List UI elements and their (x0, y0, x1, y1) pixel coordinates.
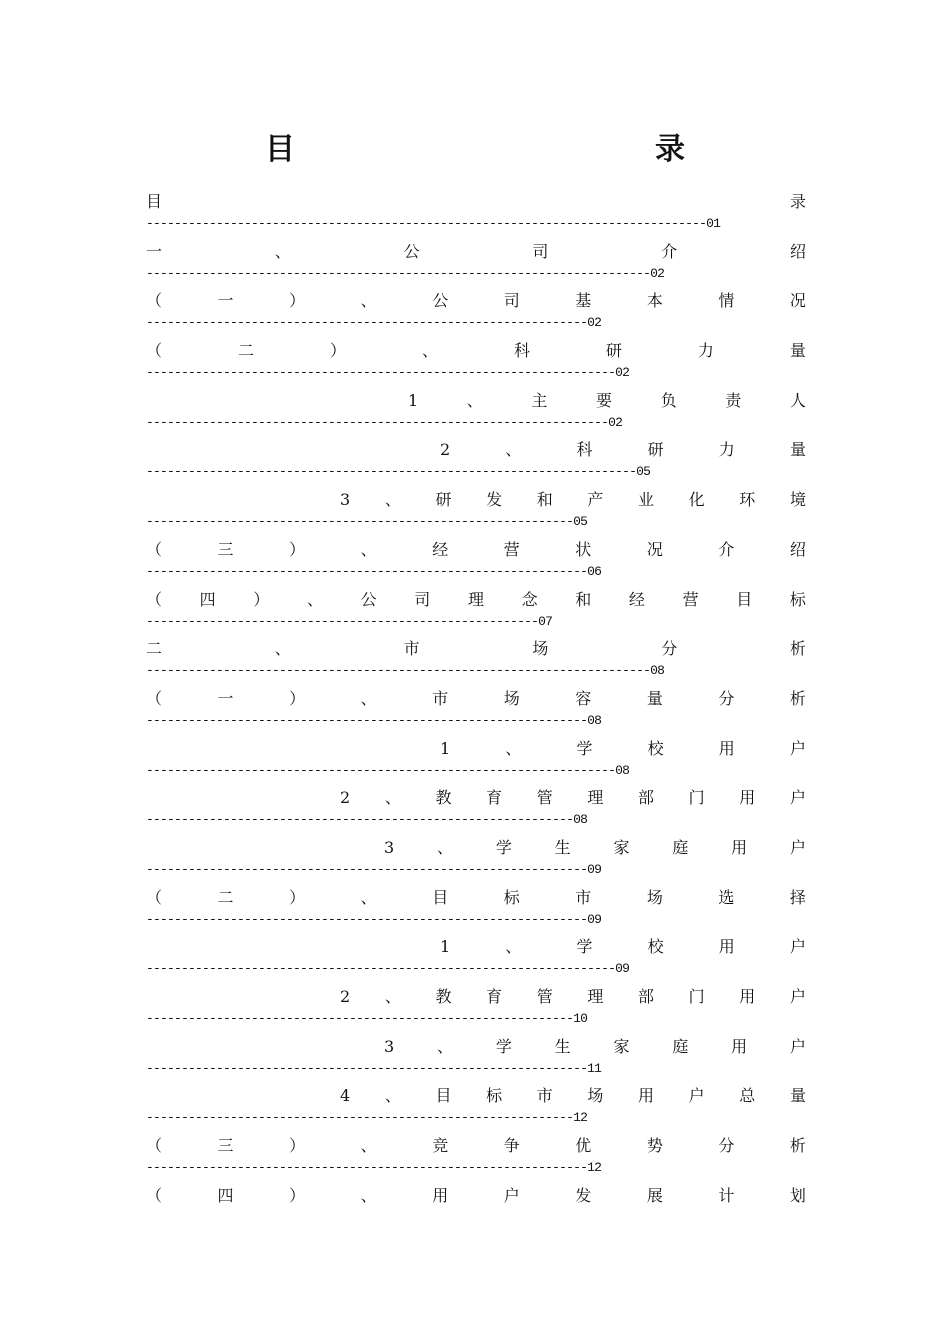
toc-entry-leader (146, 662, 806, 684)
toc-entry-text: 1 、 学 校 用 户 (440, 738, 806, 758)
toc-page-number: 09 (587, 861, 602, 877)
toc-entry-text: 二 、 市 场 分 析 (146, 639, 806, 659)
toc-entry[interactable] (146, 436, 806, 486)
toc-entry-leader (146, 1010, 806, 1032)
toc-entry-text: （ 三 ） 、 竞 争 优 势 分 析 (146, 1136, 806, 1156)
toc-entry-text: 目 录 (146, 192, 806, 211)
toc-page-number: 06 (587, 563, 602, 579)
toc-entry[interactable] (146, 1182, 806, 1232)
leader-dashes: ------------------------------------------------------------- (146, 1011, 574, 1026)
toc-entry[interactable] (146, 735, 806, 785)
toc-entry-leader (146, 1109, 806, 1131)
toc-entry-text: （ 一 ） 、 市 场 容 量 分 析 (146, 688, 806, 708)
leader-dashes: ------------------------------------------------------------------------ (146, 265, 651, 281)
toc-entry[interactable] (146, 188, 806, 238)
toc-entry[interactable] (146, 337, 806, 387)
toc-entry-leader (146, 712, 806, 734)
toc-entry-leader (146, 762, 806, 784)
toc-entry-text: （ 四 ） 、 用 户 发 展 计 划 (146, 1185, 806, 1205)
toc-page-number: 02 (650, 265, 665, 281)
leader-dashes: ---------------------------------------------------------------------- (146, 464, 637, 480)
table-of-contents (146, 188, 806, 1231)
leader-dashes: -------------------------------------------------------------------------------- (146, 216, 707, 231)
toc-entry-leader (146, 364, 806, 386)
toc-entry-leader (146, 513, 806, 535)
toc-entry[interactable] (146, 834, 806, 884)
toc-entry[interactable] (146, 1132, 806, 1182)
leader-dashes: --------------------------------------------------------------- (146, 911, 588, 927)
toc-entry-leader (146, 1060, 806, 1082)
toc-entry[interactable] (146, 287, 806, 337)
toc-page-number: 09 (615, 961, 630, 977)
toc-entry-text: 3 、 研 发 和 产 业 化 环 境 (340, 490, 806, 510)
toc-page-number: 12 (573, 1110, 588, 1126)
toc-page-number: 07 (538, 613, 553, 629)
toc-entry[interactable] (146, 486, 806, 536)
leader-dashes: ------------------------------------------------------------------ (146, 414, 609, 430)
toc-entry-leader (146, 414, 806, 436)
toc-entry-text: 1 、 学 校 用 户 (440, 937, 806, 957)
toc-entry-text: 1 、 主 要 负 责 人 (408, 390, 806, 410)
toc-page-number: 08 (650, 663, 665, 679)
toc-entry-text: 2 、 科 研 力 量 (440, 440, 806, 460)
leader-dashes: ------------------------------------------------------------- (146, 514, 574, 530)
toc-entry-text: 4 、 目 标 市 场 用 户 总 量 (340, 1086, 806, 1106)
toc-page-number: 12 (587, 1160, 602, 1176)
toc-entry[interactable] (146, 1082, 806, 1132)
toc-page-number: 01 (706, 216, 721, 231)
toc-page-number: 08 (587, 712, 602, 728)
leader-dashes: ------------------------------------------------------------------- (146, 961, 616, 977)
leader-dashes: -------------------------------------------------------- (146, 613, 539, 629)
toc-page-number: 05 (636, 464, 651, 480)
toc-entry-text: （ 四 ） 、 公 司 理 念 和 经 营 目 标 (146, 589, 806, 609)
toc-page-number: 05 (573, 514, 588, 530)
toc-page-number: 11 (587, 1060, 602, 1076)
toc-entry-leader (146, 563, 806, 585)
toc-entry[interactable] (146, 884, 806, 934)
toc-entry-text: 3 、 学 生 家 庭 用 户 (384, 837, 806, 857)
toc-entry-leader (146, 1159, 806, 1181)
toc-entry[interactable] (146, 586, 806, 636)
toc-entry-leader (146, 811, 806, 833)
toc-entry-leader (146, 861, 806, 883)
page-title: 目 录 (265, 132, 785, 167)
toc-entry[interactable] (146, 685, 806, 735)
toc-entry[interactable] (146, 933, 806, 983)
toc-page-number: 08 (573, 812, 588, 828)
toc-page-number: 02 (587, 315, 602, 331)
toc-entry-text: 2 、 教 育 管 理 部 门 用 户 (340, 987, 806, 1006)
toc-entry-leader (146, 215, 806, 237)
leader-dashes: --------------------------------------------------------------- (146, 563, 588, 579)
toc-entry-text: （ 一 ） 、 公 司 基 本 情 况 (146, 291, 806, 311)
toc-entry-leader (146, 960, 806, 982)
leader-dashes: --------------------------------------------------------------- (146, 1160, 588, 1176)
leader-dashes: ------------------------------------------------------------- (146, 1110, 574, 1126)
toc-entry-text: 3 、 学 生 家 庭 用 户 (384, 1036, 806, 1056)
leader-dashes: ------------------------------------------------------------- (146, 812, 574, 828)
toc-entry[interactable] (146, 387, 806, 437)
toc-entry[interactable] (146, 983, 806, 1033)
leader-dashes: --------------------------------------------------------------- (146, 1060, 588, 1076)
toc-page-number: 08 (615, 762, 630, 778)
leader-dashes: --------------------------------------------------------------- (146, 861, 588, 877)
toc-entry[interactable] (146, 536, 806, 586)
toc-page-number: 10 (573, 1011, 588, 1026)
toc-entry[interactable] (146, 784, 806, 834)
toc-entry-text: 2 、 教 育 管 理 部 门 用 户 (340, 788, 806, 808)
leader-dashes: ------------------------------------------------------------------------ (146, 663, 651, 679)
toc-entry-text: （ 三 ） 、 经 营 状 况 介 绍 (146, 539, 806, 559)
toc-entry-text: （ 二 ） 、 目 标 市 场 选 择 (146, 887, 806, 907)
toc-entry[interactable] (146, 1033, 806, 1083)
leader-dashes: --------------------------------------------------------------- (146, 315, 588, 331)
toc-entry-leader (146, 314, 806, 336)
toc-page-number: 09 (587, 911, 602, 927)
toc-entry-leader (146, 463, 806, 485)
toc-entry[interactable] (146, 635, 806, 685)
toc-entry-leader (146, 911, 806, 933)
toc-entry-leader (146, 265, 806, 287)
leader-dashes: ------------------------------------------------------------------- (146, 762, 616, 778)
toc-entry-text: 一 、 公 司 介 绍 (146, 241, 806, 261)
toc-page-number: 02 (615, 365, 630, 381)
leader-dashes: --------------------------------------------------------------- (146, 712, 588, 728)
toc-entry[interactable] (146, 238, 806, 288)
toc-entry-text: （ 二 ） 、 科 研 力 量 (146, 341, 806, 361)
leader-dashes: ------------------------------------------------------------------- (146, 365, 616, 381)
toc-entry-leader (146, 613, 806, 635)
toc-page-number: 02 (608, 414, 623, 430)
